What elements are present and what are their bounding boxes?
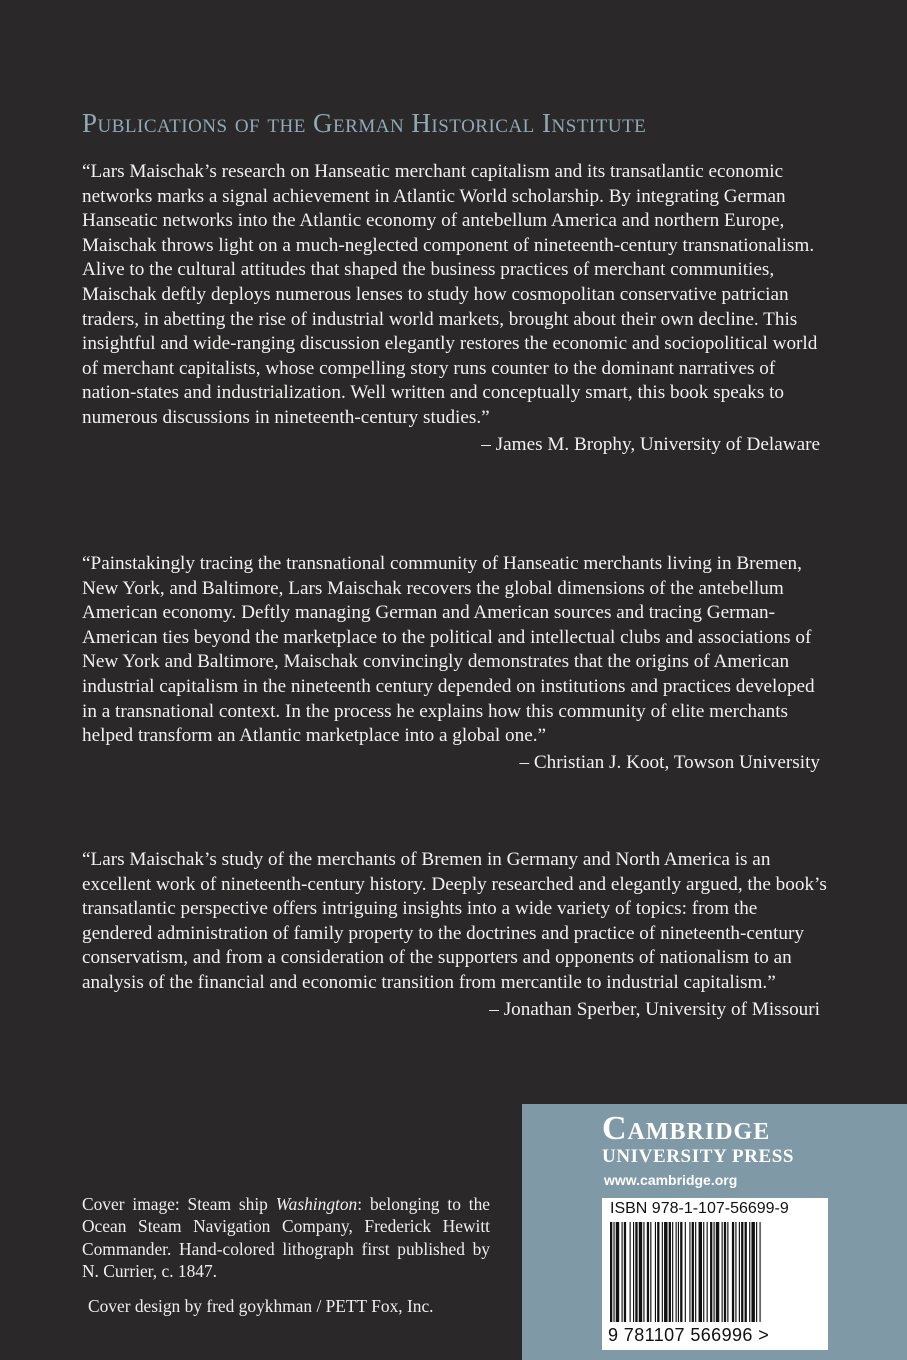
publisher-name: Cambridge bbox=[602, 1110, 771, 1147]
cover-credit-prefix: Cover image: Steam ship bbox=[82, 1194, 276, 1214]
review-attribution: – Jonathan Sperber, University of Missouri bbox=[489, 998, 820, 1020]
ship-name: Washington bbox=[275, 1194, 358, 1214]
review-text: “Lars Maischak’s study of the merchants of Bremen in Germany and North America is an excellent work of nineteenth-century history. Deeply researched and elegantly argued, the book’s transatlantic perspective offers intriguing insights into a wide variety of topics: from the gendered administration of family property to the doctrines and practice of nineteenth-century conservatism, and from a consideration of the supporters and opponents of nationalism to an analysis of the financial and economic transition from mercantile to industrial capitalism.” bbox=[82, 849, 827, 993]
isbn-label: ISBN 978-1-107-56699-9 bbox=[610, 1200, 789, 1217]
cover-design-credit: Cover design by fred goykhman / PETT Fox, Inc. bbox=[88, 1296, 434, 1316]
review-text: “Painstakingly tracing the transnational community of Hanseatic merchants living in Bremen, New York, and Baltimore, Lars Maischak recovers the global dimensions of the antebellum American economy. Deftly managing German and American sources and tracing German-American ties beyond the marketplace to the political and intellectual clubs and associations of New York and Baltimore, Maischak convincingly demonstrates that the origins of American industrial capitalism in the nineteenth century depended on institutions and practices developed in a transnational context. In the process he explains how this community of elite merchants helped transform an Atlantic marketplace into a global one.” bbox=[82, 553, 815, 747]
publisher-url: www.cambridge.org bbox=[604, 1172, 738, 1188]
review-attribution: – Christian J. Koot, Towson University bbox=[519, 751, 820, 773]
publisher-press: UNIVERSITY PRESS bbox=[602, 1146, 795, 1167]
series-title: Publications of the German Historical Institute bbox=[82, 108, 647, 138]
barcode-panel bbox=[602, 1198, 828, 1350]
review-quote bbox=[82, 160, 828, 457]
cover-credit-suffix: : belonging to the Ocean Steam Navigation Company, Frederick Hewitt Commander. Hand-colored lithograph first published by N. Currier, c. 1847. bbox=[82, 1194, 490, 1282]
review-quote bbox=[82, 552, 828, 775]
review-text: “Lars Maischak’s research on Hanseatic merchant capitalism and its transatlantic economic networks marks a signal achievement in Atlantic World scholarship. By integrating German Hanseatic networks into the Atlantic economy of antebellum America and northern Europe, Maischak throws light on a much-neglected component of nineteenth-century transnationalism. Alive to the cultural attitudes that shaped the business practices of merchant communities, Maischak deftly deploys numerous lenses to study how cosmopolitan conservative patrician traders, in abetting the rise of industrial world markets, brought about their own decline. This insightful and wide-ranging discussion elegantly restores the economic and sociopolitical world of merchant capitalists, whose compelling story runs counter to the dominant narratives of nation-states and industrialization. Well written and conceptually smart, this book speaks to numerous discussions in nineteenth-century studies.” bbox=[82, 161, 818, 428]
review-quote bbox=[82, 848, 828, 1022]
publisher-panel bbox=[522, 1104, 907, 1360]
review-attribution: – James M. Brophy, University of Delaware bbox=[481, 433, 820, 455]
cover-image-credit bbox=[82, 1193, 490, 1283]
barcode-icon bbox=[608, 1222, 822, 1324]
barcode-digits: 9 781107 566996 > bbox=[608, 1325, 770, 1345]
